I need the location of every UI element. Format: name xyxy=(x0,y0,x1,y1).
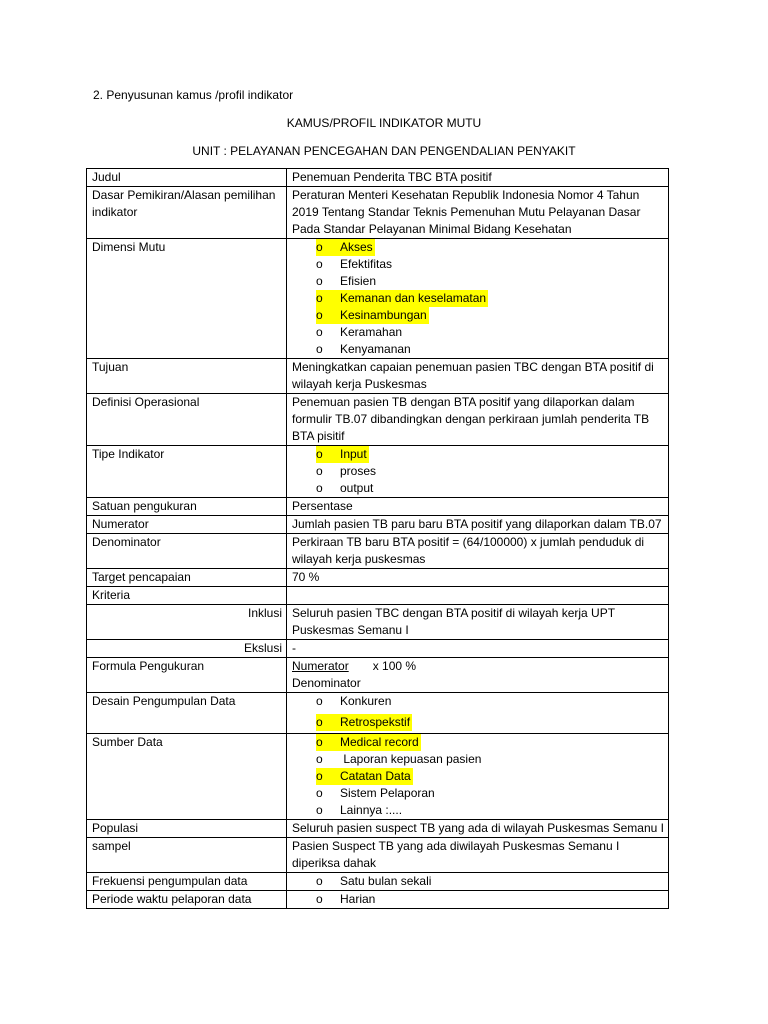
row-value: Perkiraan TB baru BTA positif = (64/100000) x jumlah penduduk di wilayah kerja puskesmas xyxy=(287,534,669,569)
bullet-icon: o xyxy=(316,464,323,478)
row-options xyxy=(287,891,669,909)
bullet-icon: o xyxy=(316,874,323,888)
row-label: Sumber Data xyxy=(87,734,287,820)
option-list xyxy=(292,873,664,890)
row-label: Formula Pengukuran xyxy=(87,658,287,693)
option-item xyxy=(316,307,664,324)
row-label: Tipe Indikator xyxy=(87,446,287,498)
option-item xyxy=(316,324,664,341)
option-entry xyxy=(316,802,402,819)
option-label: Sistem Pelaporan xyxy=(340,786,435,800)
bullet-icon: o xyxy=(316,786,323,800)
bullet-icon: o xyxy=(316,481,323,495)
row-value: Peraturan Menteri Kesehatan Republik Indonesia Nomor 4 Tahun 2019 Tentang Standar Teknis Pemenuhan Mutu Pelayanan Dasar Pada Standar Pelayanan Minimal Bidang Kesehatan xyxy=(287,187,669,239)
option-item xyxy=(316,710,664,733)
row-label: Periode waktu pelaporan data xyxy=(87,891,287,909)
option-list xyxy=(292,446,664,497)
option-label: Efektifitas xyxy=(340,257,393,271)
row-value: 70 % xyxy=(287,569,669,587)
option-label: Satu bulan sekali xyxy=(340,874,432,888)
row-options xyxy=(287,239,669,359)
option-item xyxy=(316,751,664,768)
option-item xyxy=(316,256,664,273)
row-judul xyxy=(87,169,669,187)
bullet-icon: o xyxy=(316,342,323,356)
row-sampel xyxy=(87,838,669,873)
bullet-icon: o xyxy=(316,892,323,906)
option-label: proses xyxy=(340,464,377,478)
option-list xyxy=(292,693,664,733)
option-entry xyxy=(316,873,431,890)
bullet-icon: o xyxy=(316,257,323,271)
formula-denominator: Denominator xyxy=(292,676,361,690)
formula-multiplier: x 100 % xyxy=(372,659,417,673)
row-value: Penemuan Penderita TBC BTA positif xyxy=(287,169,669,187)
row-label: sampel xyxy=(87,838,287,873)
row-kriteria xyxy=(87,587,669,605)
section-heading: 2. Penyusunan kamus /profil indikator xyxy=(93,88,294,102)
option-entry xyxy=(316,768,413,785)
option-label: Input xyxy=(340,447,367,461)
row-frekuensi xyxy=(87,873,669,891)
option-item xyxy=(316,463,664,480)
option-entry xyxy=(316,891,375,908)
option-list xyxy=(292,734,664,819)
option-label: Catatan Data xyxy=(340,769,411,783)
row-value: Meningkatkan capaian penemuan pasien TBC dengan BTA positif di wilayah kerja Puskesmas xyxy=(287,359,669,394)
row-options xyxy=(287,734,669,820)
bullet-icon: o xyxy=(316,308,323,322)
row-options xyxy=(287,693,669,734)
row-eksklusi xyxy=(87,640,669,658)
bullet-icon: o xyxy=(316,752,323,766)
option-label: Efisien xyxy=(340,274,377,288)
option-entry xyxy=(316,734,421,751)
option-item xyxy=(316,693,664,710)
row-options xyxy=(287,446,669,498)
bullet-icon: o xyxy=(316,694,323,708)
option-item xyxy=(316,480,664,497)
option-entry xyxy=(316,307,429,324)
option-entry xyxy=(316,446,369,463)
option-label: Lainnya :.... xyxy=(340,803,403,817)
bullet-icon: o xyxy=(316,325,323,339)
option-entry xyxy=(316,341,411,358)
option-entry xyxy=(316,751,481,768)
option-entry xyxy=(316,785,435,802)
row-label: Desain Pengumpulan Data xyxy=(87,693,287,734)
option-item xyxy=(316,768,664,785)
option-label: Akses xyxy=(340,240,373,254)
row-sumber-data xyxy=(87,734,669,820)
row-label: Denominator xyxy=(87,534,287,569)
row-label: Inklusi xyxy=(87,605,287,640)
formula-numerator: Numerator xyxy=(292,659,349,673)
option-label: Konkuren xyxy=(340,694,392,708)
row-label: Dimensi Mutu xyxy=(87,239,287,359)
bullet-icon: o xyxy=(316,769,323,783)
row-tujuan xyxy=(87,359,669,394)
row-populasi xyxy=(87,820,669,838)
option-label: Harian xyxy=(340,892,376,906)
option-entry xyxy=(316,463,376,480)
option-label: Kesinambungan xyxy=(340,308,427,322)
option-entry xyxy=(316,324,402,341)
row-label: Frekuensi pengumpulan data xyxy=(87,873,287,891)
option-label: Medical record xyxy=(340,735,419,749)
row-desain xyxy=(87,693,669,734)
option-entry xyxy=(316,290,488,307)
row-dimensi-mutu xyxy=(87,239,669,359)
unit-title: UNIT : PELAYANAN PENCEGAHAN DAN PENGENDALIAN PENYAKIT xyxy=(192,144,576,158)
option-label: Keramahan xyxy=(340,325,403,339)
option-item xyxy=(316,341,664,358)
row-label: Populasi xyxy=(87,820,287,838)
row-value: Jumlah pasien TB paru baru BTA positif yang dilaporkan dalam TB.07 xyxy=(287,516,669,534)
row-inklusi xyxy=(87,605,669,640)
option-item xyxy=(316,446,664,463)
row-value: Persentase xyxy=(287,498,669,516)
option-entry xyxy=(316,480,373,497)
row-label: Dasar Pemikiran/Alasan pemilihan indikator xyxy=(87,187,287,239)
row-value: Seluruh pasien suspect TB yang ada di wilayah Puskesmas Semanu I xyxy=(287,820,669,838)
row-numerator xyxy=(87,516,669,534)
row-label: Tujuan xyxy=(87,359,287,394)
row-target xyxy=(87,569,669,587)
bullet-icon: o xyxy=(316,735,323,749)
row-tipe-indikator xyxy=(87,446,669,498)
option-entry xyxy=(316,256,392,273)
row-label: Kriteria xyxy=(87,587,287,605)
option-entry xyxy=(316,273,376,290)
option-list xyxy=(292,239,664,358)
row-options xyxy=(287,873,669,891)
row-label: Judul xyxy=(87,169,287,187)
bullet-icon: o xyxy=(316,447,323,461)
option-label: Kemanan dan keselamatan xyxy=(340,291,487,305)
bullet-icon: o xyxy=(316,803,323,817)
option-item xyxy=(316,891,664,908)
row-label: Definisi Operasional xyxy=(87,394,287,446)
bullet-icon: o xyxy=(316,291,323,305)
option-label: Retrospekstif xyxy=(340,715,411,729)
bullet-icon: o xyxy=(316,715,323,729)
option-item xyxy=(316,802,664,819)
option-entry xyxy=(316,693,391,710)
row-satuan xyxy=(87,498,669,516)
row-value: Penemuan pasien TB dengan BTA positif yang dilaporkan dalam formulir TB.07 dibandingkan dengan perkiraan jumlah penderita TB BTA pisitif xyxy=(287,394,669,446)
bullet-icon: o xyxy=(316,240,323,254)
option-item xyxy=(316,273,664,290)
row-value: Pasien Suspect TB yang ada diwilayah Puskesmas Semanu I diperiksa dahak xyxy=(287,838,669,873)
option-label: Laporan kepuasan pasien xyxy=(340,752,482,766)
row-value xyxy=(287,587,669,605)
row-label: Ekslusi xyxy=(87,640,287,658)
option-entry xyxy=(316,239,375,256)
formula-numerator-line xyxy=(292,658,664,675)
option-item xyxy=(316,785,664,802)
document-title: KAMUS/PROFIL INDIKATOR MUTU xyxy=(286,116,482,130)
row-value: Seluruh pasien TBC dengan BTA positif di wilayah kerja UPT Puskesmas Semanu I xyxy=(287,605,669,640)
row-label: Satuan pengukuran xyxy=(87,498,287,516)
option-item xyxy=(316,239,664,256)
indicator-profile-table xyxy=(86,168,669,909)
option-label: Kenyamanan xyxy=(340,342,411,356)
row-label: Target pencapaian xyxy=(87,569,287,587)
formula-cell xyxy=(287,658,669,693)
option-label: output xyxy=(340,481,374,495)
option-item xyxy=(316,290,664,307)
row-denominator xyxy=(87,534,669,569)
row-label: Numerator xyxy=(87,516,287,534)
row-value: - xyxy=(287,640,669,658)
option-item xyxy=(316,734,664,751)
option-entry xyxy=(316,714,412,731)
bullet-icon: o xyxy=(316,274,323,288)
row-dasar xyxy=(87,187,669,239)
option-list xyxy=(292,891,664,908)
option-item xyxy=(316,873,664,890)
row-formula xyxy=(87,658,669,693)
row-periode xyxy=(87,891,669,909)
row-definisi xyxy=(87,394,669,446)
